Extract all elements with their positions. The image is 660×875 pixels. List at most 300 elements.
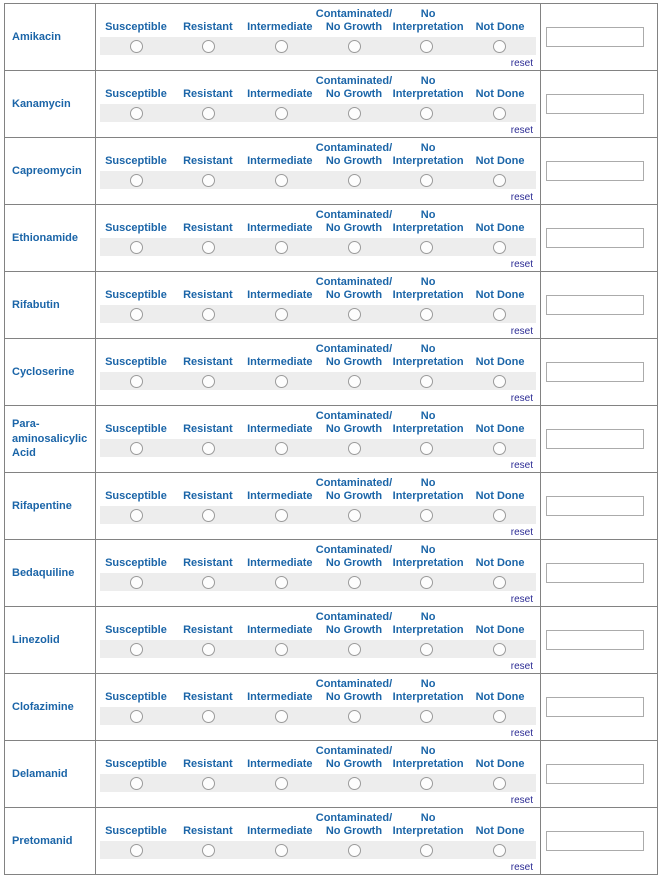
options-cell [96, 339, 541, 406]
option-header-line2: Susceptible [105, 356, 167, 368]
radio-rifabutin-intermediate[interactable] [275, 308, 288, 321]
radio-para-aminosalicylic-acid-resistant[interactable] [202, 442, 215, 455]
radio-kanamycin-not-done[interactable] [493, 107, 506, 120]
radio-band [100, 640, 536, 658]
radio-rifapentine-not-done[interactable] [493, 509, 506, 522]
option-header [392, 343, 464, 369]
radio-delamanid-no-interpretation[interactable] [420, 777, 433, 790]
option-header-line1: Contaminated/ [315, 678, 393, 690]
drug-name-cell [5, 808, 96, 875]
drug-name-cell [5, 138, 96, 205]
radio-cycloserine-susceptible[interactable] [130, 375, 143, 388]
option-header [244, 276, 316, 302]
radio-cycloserine-contaminated-no-growth[interactable] [348, 375, 361, 388]
option-header-line2: Resistant [183, 356, 233, 368]
radio-delamanid-resistant[interactable] [202, 777, 215, 790]
reset-link[interactable]: reset [510, 460, 533, 471]
drug-name: Ethionamide [12, 231, 79, 244]
options-cell [96, 607, 541, 674]
drug-row [5, 4, 658, 71]
result-input-cell [541, 674, 658, 741]
drug-name-cell [5, 272, 96, 339]
option-header-line2: Interpretation [392, 222, 464, 234]
reset-link[interactable]: reset [510, 661, 533, 672]
option-header-line2: Resistant [183, 423, 233, 435]
radio-clofazimine-not-done[interactable] [493, 710, 506, 723]
option-header-line2: Not Done [475, 423, 525, 435]
radio-para-aminosalicylic-acid-intermediate[interactable] [275, 442, 288, 455]
radio-ethionamide-resistant[interactable] [202, 241, 215, 254]
drug-name: Para-aminosalicylic Acid [12, 417, 88, 460]
option-headers-row [100, 812, 536, 838]
radio-kanamycin-susceptible[interactable] [130, 107, 143, 120]
option-header-line2: Not Done [475, 222, 525, 234]
option-header [244, 678, 316, 704]
susceptibility-table [4, 3, 658, 875]
radio-bedaquiline-susceptible[interactable] [130, 576, 143, 589]
radio-linezolid-susceptible[interactable] [130, 643, 143, 656]
option-header [464, 611, 536, 637]
option-header-line2: Not Done [475, 21, 525, 33]
option-headers-row [100, 343, 536, 369]
option-header-line1: No [420, 142, 436, 154]
radio-kanamycin-contaminated-no-growth[interactable] [348, 107, 361, 120]
option-header-line2: No Growth [325, 88, 383, 100]
option-header-line2: Susceptible [105, 222, 167, 234]
option-header [100, 209, 172, 235]
option-header-line2: Not Done [475, 758, 525, 770]
radio-delamanid-susceptible[interactable] [130, 777, 143, 790]
radio-rifabutin-contaminated-no-growth[interactable] [348, 308, 361, 321]
option-header [464, 8, 536, 34]
option-header [244, 410, 316, 436]
option-header-line2: Intermediate [247, 490, 313, 502]
drug-name: Linezolid [12, 633, 60, 646]
option-header-line2: Interpretation [392, 557, 464, 569]
option-header-line1: Contaminated/ [315, 8, 393, 20]
radio-cycloserine-not-done[interactable] [493, 375, 506, 388]
drug-name: Bedaquiline [12, 566, 75, 579]
option-header-line2: No Growth [325, 758, 383, 770]
drug-name: Delamanid [12, 767, 68, 780]
radio-pretomanid-contaminated-no-growth[interactable] [348, 844, 361, 857]
option-header-line2: Interpretation [392, 356, 464, 368]
option-header [100, 678, 172, 704]
option-header [172, 343, 244, 369]
radio-linezolid-no-interpretation[interactable] [420, 643, 433, 656]
radio-cycloserine-intermediate[interactable] [275, 375, 288, 388]
option-headers-row [100, 745, 536, 771]
option-header-line2: Intermediate [247, 155, 313, 167]
option-header [316, 812, 392, 838]
susceptibility-table-body [5, 4, 658, 875]
drug-row [5, 71, 658, 138]
option-header-line2: Intermediate [247, 758, 313, 770]
option-header [172, 745, 244, 771]
options-cell [96, 741, 541, 808]
option-header-line2: No Growth [325, 624, 383, 636]
radio-delamanid-contaminated-no-growth[interactable] [348, 777, 361, 790]
option-header [316, 745, 392, 771]
option-header-line1: Contaminated/ [315, 75, 393, 87]
radio-capreomycin-susceptible[interactable] [130, 174, 143, 187]
option-header-line2: Resistant [183, 825, 233, 837]
option-header-line2: Interpretation [392, 289, 464, 301]
radio-ethionamide-no-interpretation[interactable] [420, 241, 433, 254]
reset-link[interactable]: reset [510, 594, 533, 605]
result-input-capreomycin[interactable] [546, 161, 644, 181]
result-input-pretomanid[interactable] [546, 831, 644, 851]
option-header-line2: Resistant [183, 289, 233, 301]
option-header [172, 8, 244, 34]
result-input-cell [541, 138, 658, 205]
result-input-cell [541, 339, 658, 406]
drug-name: Capreomycin [12, 164, 82, 177]
drug-row [5, 540, 658, 607]
option-header-line2: Resistant [183, 758, 233, 770]
radio-rifapentine-susceptible[interactable] [130, 509, 143, 522]
option-header-line2: No Growth [325, 557, 383, 569]
radio-band [100, 707, 536, 725]
radio-linezolid-not-done[interactable] [493, 643, 506, 656]
radio-band [100, 305, 536, 323]
option-header [100, 611, 172, 637]
option-header-line2: No Growth [325, 356, 383, 368]
radio-kanamycin-intermediate[interactable] [275, 107, 288, 120]
option-header [316, 678, 392, 704]
option-header-line1: No [420, 611, 436, 623]
radio-ethionamide-not-done[interactable] [493, 241, 506, 254]
radio-rifabutin-resistant[interactable] [202, 308, 215, 321]
option-header [100, 8, 172, 34]
option-header [392, 745, 464, 771]
result-input-ethionamide[interactable] [546, 228, 644, 248]
radio-band [100, 506, 536, 524]
reset-row [100, 323, 536, 337]
option-header-line2: No Growth [325, 825, 383, 837]
reset-link[interactable]: reset [510, 795, 533, 806]
reset-link[interactable]: reset [510, 192, 533, 203]
drug-row [5, 138, 658, 205]
radio-bedaquiline-no-interpretation[interactable] [420, 576, 433, 589]
drug-name-cell [5, 741, 96, 808]
drug-name: Rifapentine [12, 499, 72, 512]
reset-link[interactable]: reset [510, 58, 533, 69]
radio-amikacin-intermediate[interactable] [275, 40, 288, 53]
radio-amikacin-susceptible[interactable] [130, 40, 143, 53]
option-headers-row [100, 75, 536, 101]
drug-name-cell [5, 540, 96, 607]
option-header [172, 276, 244, 302]
option-header-line2: Resistant [183, 222, 233, 234]
radio-clofazimine-susceptible[interactable] [130, 710, 143, 723]
drug-name-cell [5, 406, 96, 473]
radio-band [100, 774, 536, 792]
option-header [316, 209, 392, 235]
option-header-line2: No Growth [325, 155, 383, 167]
radio-para-aminosalicylic-acid-susceptible[interactable] [130, 442, 143, 455]
radio-linezolid-contaminated-no-growth[interactable] [348, 643, 361, 656]
option-header-line2: Intermediate [247, 88, 313, 100]
radio-amikacin-resistant[interactable] [202, 40, 215, 53]
radio-capreomycin-not-done[interactable] [493, 174, 506, 187]
radio-rifabutin-no-interpretation[interactable] [420, 308, 433, 321]
radio-kanamycin-no-interpretation[interactable] [420, 107, 433, 120]
radio-ethionamide-intermediate[interactable] [275, 241, 288, 254]
drug-name: Cycloserine [12, 365, 75, 378]
option-header [316, 477, 392, 503]
reset-link[interactable]: reset [510, 527, 533, 538]
option-header [244, 812, 316, 838]
radio-para-aminosalicylic-acid-contaminated-no-growth[interactable] [348, 442, 361, 455]
option-header [392, 75, 464, 101]
drug-name-cell [5, 674, 96, 741]
options-cell [96, 138, 541, 205]
option-header-line1: No [420, 544, 436, 556]
drug-row [5, 406, 658, 473]
option-header-line2: Intermediate [247, 557, 313, 569]
option-header-line1: No [420, 745, 436, 757]
option-header [100, 544, 172, 570]
option-header [316, 75, 392, 101]
option-header [392, 8, 464, 34]
option-header [392, 812, 464, 838]
option-header-line2: Susceptible [105, 490, 167, 502]
options-cell [96, 473, 541, 540]
options-cell [96, 406, 541, 473]
radio-pretomanid-intermediate[interactable] [275, 844, 288, 857]
option-headers-row [100, 477, 536, 503]
option-header-line2: Susceptible [105, 825, 167, 837]
radio-capreomycin-resistant[interactable] [202, 174, 215, 187]
option-header [244, 544, 316, 570]
drug-name: Rifabutin [12, 298, 60, 311]
reset-link[interactable]: reset [510, 259, 533, 270]
result-input-bedaquiline[interactable] [546, 563, 644, 583]
radio-bedaquiline-contaminated-no-growth[interactable] [348, 576, 361, 589]
radio-capreomycin-intermediate[interactable] [275, 174, 288, 187]
drug-row [5, 473, 658, 540]
option-header [392, 209, 464, 235]
option-header-line2: Interpretation [392, 758, 464, 770]
option-header-line2: No Growth [325, 691, 383, 703]
option-header [464, 343, 536, 369]
option-header [392, 142, 464, 168]
radio-clofazimine-intermediate[interactable] [275, 710, 288, 723]
option-header [464, 209, 536, 235]
option-header-line2: Intermediate [247, 691, 313, 703]
option-header-line2: Susceptible [105, 758, 167, 770]
option-header-line2: Interpretation [392, 21, 464, 33]
option-header-line2: Interpretation [392, 825, 464, 837]
radio-pretomanid-susceptible[interactable] [130, 844, 143, 857]
option-header [244, 343, 316, 369]
option-header-line2: Intermediate [247, 423, 313, 435]
radio-delamanid-intermediate[interactable] [275, 777, 288, 790]
option-header-line2: Resistant [183, 490, 233, 502]
radio-bedaquiline-intermediate[interactable] [275, 576, 288, 589]
option-header [244, 8, 316, 34]
reset-link[interactable]: reset [510, 125, 533, 136]
option-header-line1: No [420, 410, 436, 422]
option-header [244, 75, 316, 101]
option-header-line1: Contaminated/ [315, 410, 393, 422]
radio-band [100, 841, 536, 859]
radio-amikacin-no-interpretation[interactable] [420, 40, 433, 53]
option-header [392, 678, 464, 704]
reset-row [100, 457, 536, 471]
radio-rifapentine-contaminated-no-growth[interactable] [348, 509, 361, 522]
option-header [464, 142, 536, 168]
option-header [100, 276, 172, 302]
option-header [464, 812, 536, 838]
radio-amikacin-contaminated-no-growth[interactable] [348, 40, 361, 53]
option-header-line2: Interpretation [392, 155, 464, 167]
radio-pretomanid-resistant[interactable] [202, 844, 215, 857]
radio-cycloserine-no-interpretation[interactable] [420, 375, 433, 388]
radio-band [100, 37, 536, 55]
options-cell [96, 272, 541, 339]
radio-capreomycin-contaminated-no-growth[interactable] [348, 174, 361, 187]
option-header [244, 209, 316, 235]
option-header [100, 745, 172, 771]
option-headers-row [100, 209, 536, 235]
drug-row [5, 205, 658, 272]
option-header-line1: No [420, 343, 436, 355]
option-header [100, 343, 172, 369]
option-header [464, 678, 536, 704]
reset-link[interactable]: reset [510, 393, 533, 404]
option-header-line1: Contaminated/ [315, 611, 393, 623]
result-input-cycloserine[interactable] [546, 362, 644, 382]
radio-clofazimine-contaminated-no-growth[interactable] [348, 710, 361, 723]
result-input-rifabutin[interactable] [546, 295, 644, 315]
option-header-line2: Not Done [475, 490, 525, 502]
options-cell [96, 71, 541, 138]
option-headers-row [100, 611, 536, 637]
radio-pretomanid-not-done[interactable] [493, 844, 506, 857]
radio-rifabutin-not-done[interactable] [493, 308, 506, 321]
drug-row [5, 741, 658, 808]
option-header [316, 343, 392, 369]
option-headers-row [100, 8, 536, 34]
reset-row [100, 725, 536, 739]
option-header [244, 477, 316, 503]
radio-delamanid-not-done[interactable] [493, 777, 506, 790]
option-header-line2: Susceptible [105, 624, 167, 636]
option-header-line2: No Growth [325, 222, 383, 234]
reset-row [100, 591, 536, 605]
option-header-line2: Susceptible [105, 88, 167, 100]
option-header [172, 812, 244, 838]
drug-name: Clofazimine [12, 700, 74, 713]
radio-ethionamide-susceptible[interactable] [130, 241, 143, 254]
result-input-para-aminosalicylic-acid[interactable] [546, 429, 644, 449]
radio-capreomycin-no-interpretation[interactable] [420, 174, 433, 187]
result-input-clofazimine[interactable] [546, 697, 644, 717]
drug-name-cell [5, 205, 96, 272]
radio-cycloserine-resistant[interactable] [202, 375, 215, 388]
radio-clofazimine-resistant[interactable] [202, 710, 215, 723]
option-header-line2: Susceptible [105, 289, 167, 301]
option-header-line1: No [420, 678, 436, 690]
reset-link[interactable]: reset [510, 862, 533, 873]
option-header-line2: Intermediate [247, 21, 313, 33]
radio-amikacin-not-done[interactable] [493, 40, 506, 53]
reset-link[interactable]: reset [510, 326, 533, 337]
radio-rifabutin-susceptible[interactable] [130, 308, 143, 321]
radio-para-aminosalicylic-acid-no-interpretation[interactable] [420, 442, 433, 455]
option-header-line2: Interpretation [392, 624, 464, 636]
option-header-line2: Not Done [475, 557, 525, 569]
radio-bedaquiline-not-done[interactable] [493, 576, 506, 589]
radio-linezolid-resistant[interactable] [202, 643, 215, 656]
radio-ethionamide-contaminated-no-growth[interactable] [348, 241, 361, 254]
result-input-delamanid[interactable] [546, 764, 644, 784]
result-input-kanamycin[interactable] [546, 94, 644, 114]
options-cell [96, 205, 541, 272]
option-header-line1: Contaminated/ [315, 276, 393, 288]
result-input-rifapentine[interactable] [546, 496, 644, 516]
option-header [316, 8, 392, 34]
radio-band [100, 104, 536, 122]
option-header-line2: No Growth [325, 423, 383, 435]
option-header [392, 611, 464, 637]
option-header-line2: Intermediate [247, 289, 313, 301]
option-header [316, 611, 392, 637]
result-input-cell [541, 540, 658, 607]
radio-bedaquiline-resistant[interactable] [202, 576, 215, 589]
drug-row [5, 674, 658, 741]
radio-band [100, 573, 536, 591]
radio-rifapentine-no-interpretation[interactable] [420, 509, 433, 522]
radio-linezolid-intermediate[interactable] [275, 643, 288, 656]
option-header-line2: Interpretation [392, 88, 464, 100]
radio-rifapentine-intermediate[interactable] [275, 509, 288, 522]
option-header-line2: Not Done [475, 624, 525, 636]
drug-row [5, 339, 658, 406]
radio-rifapentine-resistant[interactable] [202, 509, 215, 522]
options-cell [96, 808, 541, 875]
radio-band [100, 439, 536, 457]
option-header-line1: Contaminated/ [315, 745, 393, 757]
radio-para-aminosalicylic-acid-not-done[interactable] [493, 442, 506, 455]
option-header [100, 75, 172, 101]
option-header-line2: Susceptible [105, 155, 167, 167]
radio-kanamycin-resistant[interactable] [202, 107, 215, 120]
radio-clofazimine-no-interpretation[interactable] [420, 710, 433, 723]
result-input-linezolid[interactable] [546, 630, 644, 650]
option-header-line1: Contaminated/ [315, 812, 393, 824]
option-headers-row [100, 276, 536, 302]
reset-row [100, 658, 536, 672]
option-header [100, 477, 172, 503]
reset-link[interactable]: reset [510, 728, 533, 739]
option-header [316, 142, 392, 168]
reset-row [100, 122, 536, 136]
radio-pretomanid-no-interpretation[interactable] [420, 844, 433, 857]
drug-name-cell [5, 4, 96, 71]
option-headers-row [100, 142, 536, 168]
option-header-line2: Not Done [475, 289, 525, 301]
result-input-amikacin[interactable] [546, 27, 644, 47]
option-header-line1: Contaminated/ [315, 209, 393, 221]
option-header [100, 410, 172, 436]
reset-row [100, 55, 536, 69]
option-header [244, 611, 316, 637]
option-header-line2: Resistant [183, 155, 233, 167]
drug-name: Kanamycin [12, 97, 71, 110]
